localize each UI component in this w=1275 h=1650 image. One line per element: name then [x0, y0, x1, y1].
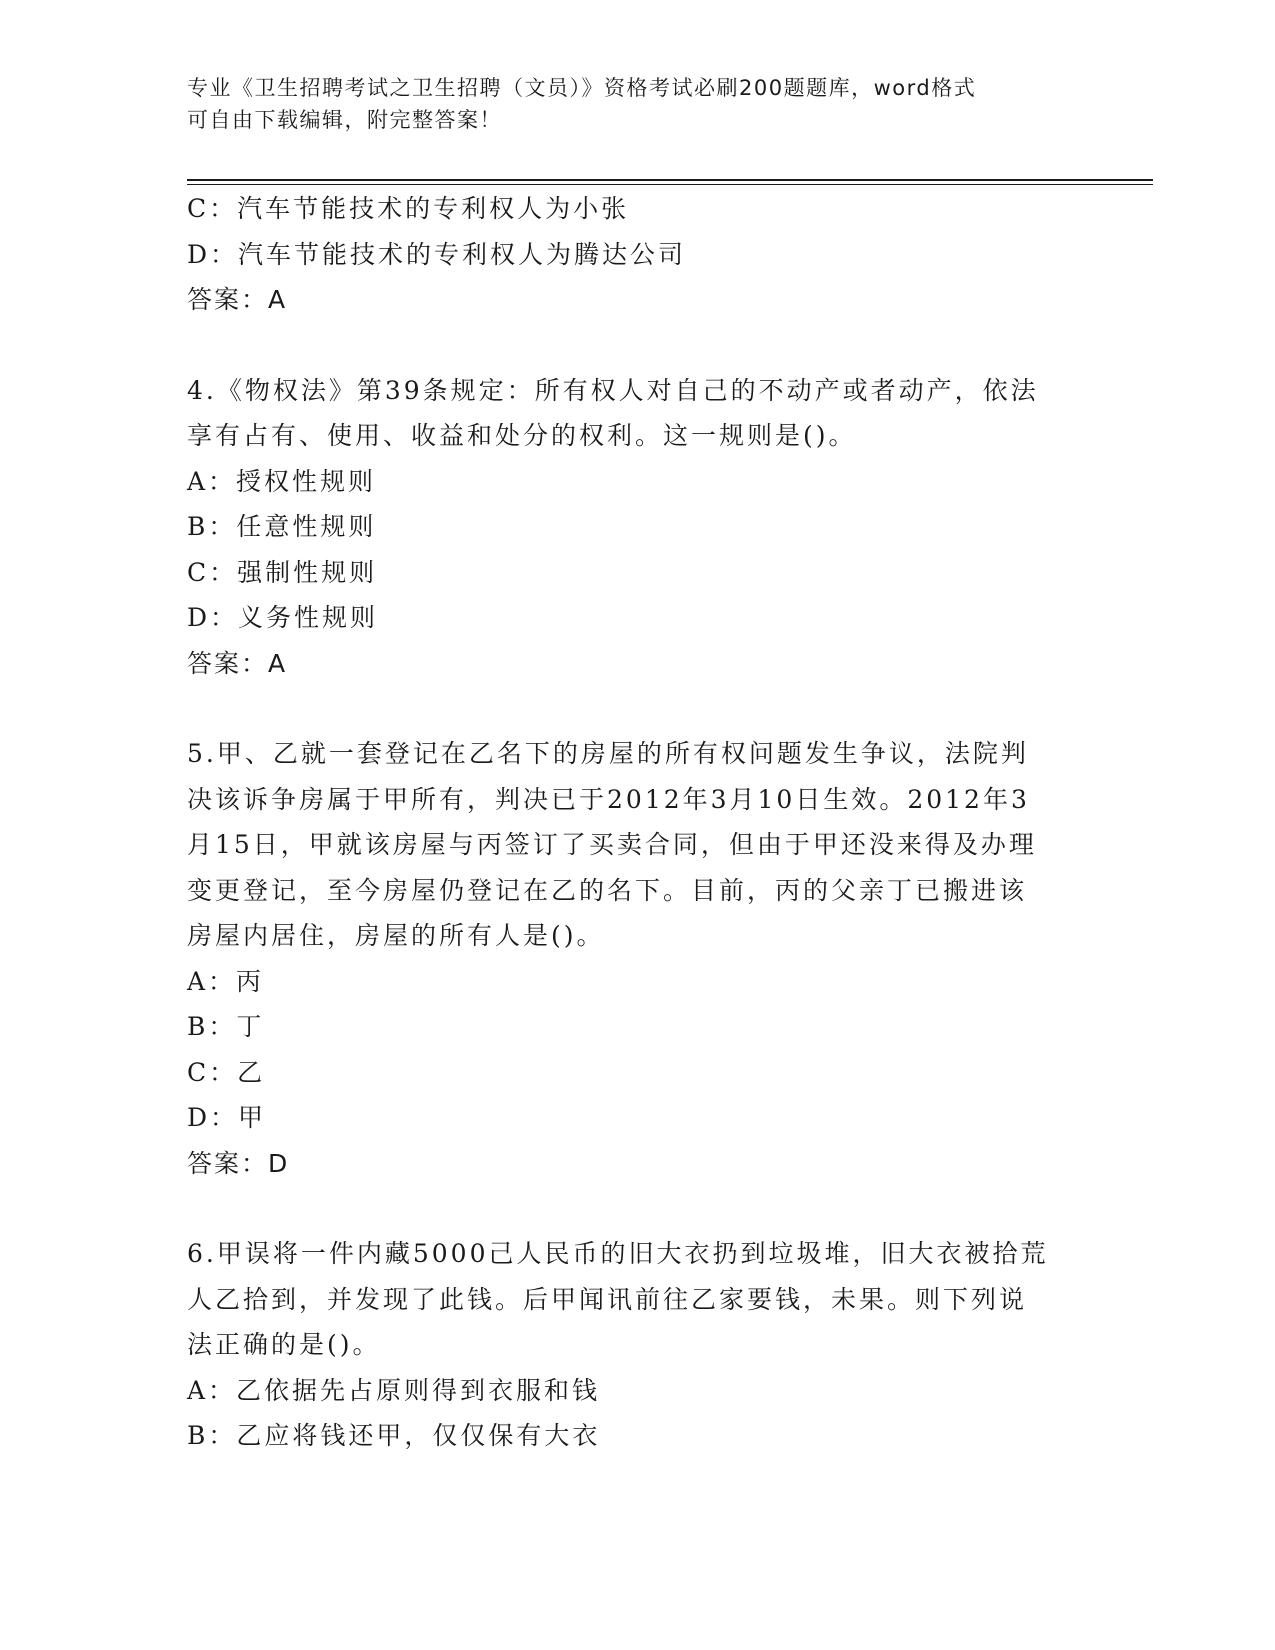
question-3-tail: [187, 186, 1087, 323]
question-stem-line: 法正确的是()。: [187, 1330, 381, 1359]
question-stem-line: 6.甲误将一件内藏5000己人民币的旧大衣扔到垃圾堆，旧大衣被拾荒: [187, 1239, 1049, 1268]
option-b: B：任意性规则: [187, 512, 377, 541]
option-d: D：汽车节能技术的专利权人为腾达公司: [187, 239, 687, 269]
option-b: B：乙应将钱还甲，仅仅保有大衣: [187, 1421, 601, 1450]
option-d: D：甲: [187, 1103, 267, 1132]
question-stem-line: 房屋内居住，房屋的所有人是()。: [187, 921, 605, 950]
document-header: [187, 72, 1067, 136]
option-c: C：汽车节能技术的专利权人为小张: [187, 194, 630, 223]
option-c: C：强制性规则: [187, 557, 378, 587]
question-4: [187, 368, 1087, 687]
answer-line: 答案：A: [187, 648, 288, 678]
header-divider-thin: [187, 184, 1153, 185]
question-stem-line: 4.《物权法》第39条规定：所有权人对自己的不动产或者动产，依法: [187, 375, 1039, 405]
header-line-2: 可自由下载编辑，附完整答案！: [187, 108, 502, 132]
option-c: C：乙: [187, 1057, 266, 1087]
option-b: B：丁: [187, 1012, 265, 1041]
question-stem-line: 5.甲、乙就一套登记在乙名下的房屋的所有权问题发生争议，法院判: [187, 739, 1029, 768]
question-stem-line: 享有占有、使用、收益和处分的权利。这一规则是()。: [187, 421, 857, 450]
question-content: [187, 186, 1087, 1459]
question-stem-line: 决该诉争房属于甲所有，判决已于2012年3月10日生效。2012年3: [187, 784, 1030, 814]
option-a: A：乙依据先占原则得到衣服和钱: [187, 1375, 601, 1405]
answer-line: 答案：D: [187, 1148, 290, 1178]
answer-line: 答案：A: [187, 285, 288, 314]
question-stem-line: 月15日，甲就该房屋与丙签订了买卖合同，但由于甲还没来得及办理: [187, 830, 1037, 859]
header-divider-thick: [187, 179, 1153, 181]
option-a: A：丙: [187, 966, 265, 996]
option-d: D：义务性规则: [187, 603, 379, 632]
question-stem-line: 变更登记，至今房屋仍登记在乙的名下。目前，丙的父亲丁已搬进该: [187, 875, 1028, 905]
question-stem-line: 人乙拾到，并发现了此钱。后甲闻讯前往乙家要钱，未果。则下列说: [187, 1284, 1028, 1314]
option-a: A：授权性规则: [187, 466, 377, 496]
question-6: [187, 1231, 1087, 1459]
header-line-1: 专业《卫生招聘考试之卫生招聘（文员）》资格考试必刷200题题库，word格式: [187, 76, 977, 100]
question-5: [187, 731, 1087, 1186]
